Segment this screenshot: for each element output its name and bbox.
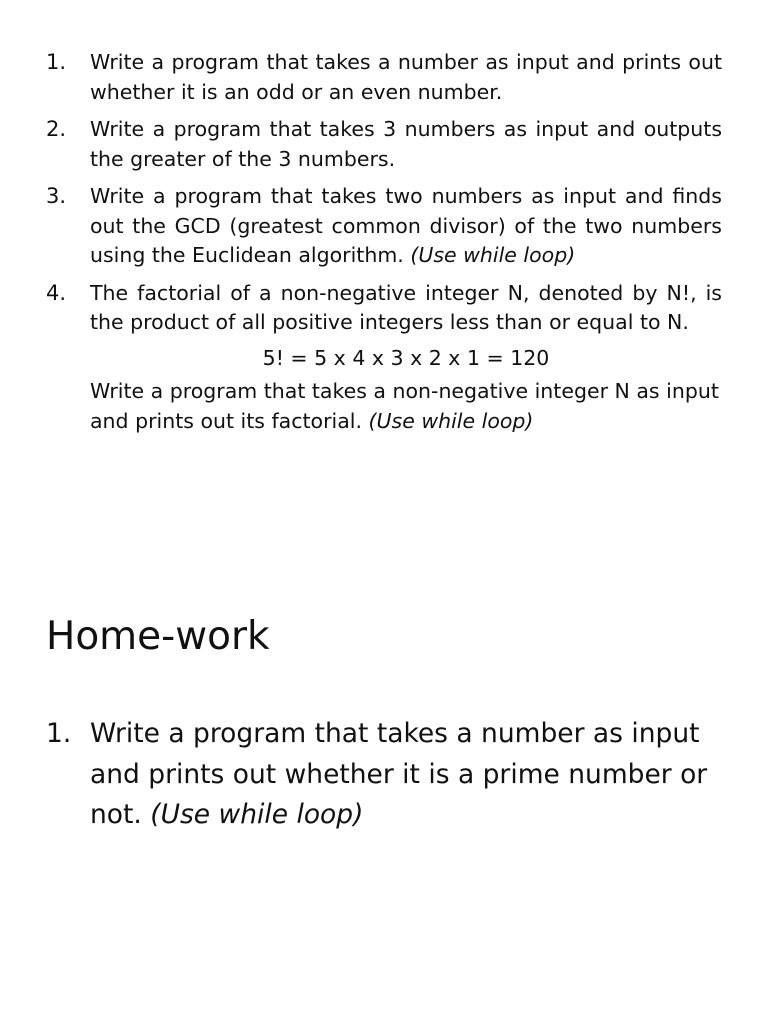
- item-body: Write a program that takes 3 numbers as input and outputs the greater of the 3 numbers.: [90, 117, 722, 171]
- exercise-item-1: [46, 48, 722, 107]
- item-number: 2.: [46, 117, 67, 141]
- item-text: [90, 48, 722, 107]
- factorial-formula: 5! = 5 x 4 x 3 x 2 x 1 = 120: [262, 345, 550, 370]
- item-note: (Use while loop): [410, 243, 576, 267]
- item-body: Write a program that takes a number as input and prints out whether it is a prime number or not.: [90, 718, 708, 830]
- item-body-continued: [90, 377, 722, 436]
- item-text: [90, 115, 722, 174]
- item-number: 1.: [46, 50, 67, 74]
- exercise-item-2: [46, 115, 722, 174]
- exercise-item-4: [46, 279, 722, 437]
- exercise-list: [46, 48, 722, 444]
- item-body: Write a program that takes a number as input and prints out whether it is an odd or an even number.: [90, 50, 722, 104]
- item-number: 1.: [46, 718, 72, 749]
- homework-title: Home-work: [46, 614, 270, 659]
- homework-list: [46, 714, 726, 844]
- item-body: Write a program that takes two numbers as input and finds out the GCD (greatest common divisor) of the two numbers using the Euclidean algorithm.: [90, 184, 722, 267]
- homework-item-1: [46, 714, 726, 836]
- item-text: [90, 279, 722, 437]
- item-number: 4.: [46, 280, 67, 305]
- exercise-item-3: [46, 182, 722, 271]
- item-note: (Use while loop): [150, 799, 364, 830]
- item-text: [90, 714, 726, 836]
- item-number: 3.: [46, 184, 67, 208]
- item-body: The factorial of a non-negative integer N, denoted by N!, is the product of all positive integers less than or equal to N.: [90, 280, 722, 334]
- item-text: [90, 182, 722, 271]
- item-body-2: Write a program that takes a non-negative integer N as input and prints out its factorial.: [90, 379, 719, 433]
- item-note: (Use while loop): [368, 408, 534, 433]
